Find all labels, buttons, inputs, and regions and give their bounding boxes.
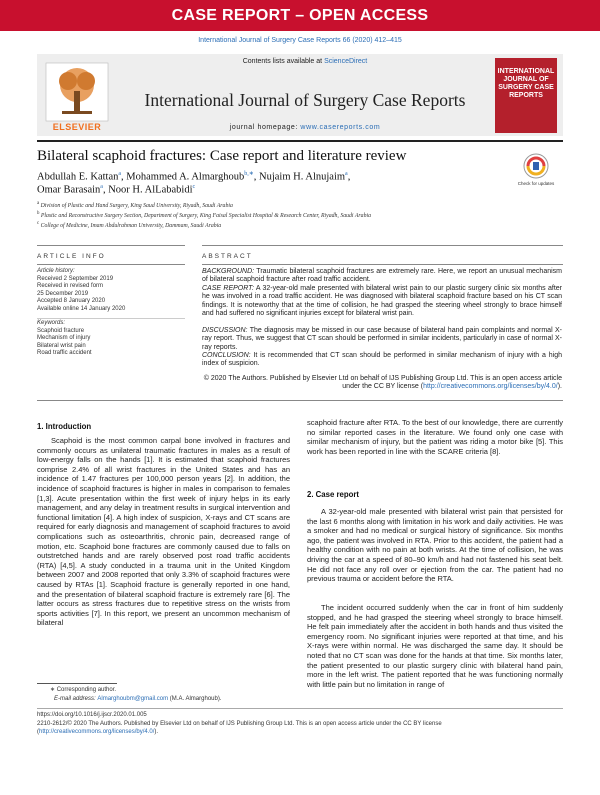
discussion-label: DISCUSSION: <box>202 327 248 334</box>
abstract-rule <box>202 245 563 246</box>
abstract-background <box>202 268 562 285</box>
doi-rule <box>37 708 563 709</box>
license-end: ). <box>154 728 159 735</box>
introduction-heading: 1. Introduction <box>37 422 92 431</box>
journal-cover-thumbnail <box>495 58 557 133</box>
homepage-line <box>120 124 490 131</box>
introduction-paragraph: Scaphoid is the most common carpal bone involved in fractures and commonly occurs as unilateral traumatic fractures in males as a result of low-energy falls on the hands [1]. It is estimated that scaphoid fractures comprise 2.4% of all wrist fractures in the United States and has an incidence of 1.47 fractures per 100,000 person years [2]. In addition, the incidence of scaphoid fractures is higher in males in comparison to females [1,3]. Acute presentation within the first week of injury helps in its early management, and any delay in treatment results in surgical intervention and functional limitation [4]. A high index of suspicion, X-rays and CT scans are required for early diagnosis and management of scaphoid fractures to avoid complications such as osteoarthritis, chronic pain, decreased range of motion, etc. Scaphoid bone fractures are commonly caused due to falls on outstretched hands and are rarely observed post road traffic accidents (RTA) [4,5]. A study conducted in a trauma unit in the United Kingdom between 2007 and 2008 reported that only 3.3% of scaphoid fractures were caused by RTAs [1]. Scaphoid fracture is generally reported in one hand, and the presentation of bilateral scaphoid fracture is extremely rare [6]. The latter occurs as stress fractures due to repetitive stress on the wrists from sports activities [7]. In this report, we present an uncommon mechanism of bilateral <box>37 436 290 628</box>
author-affil-sup: a <box>100 184 103 190</box>
case-text: A 32-year-old male presented with bilateral wrist pain to our plastic surgery clinic six months after he was involved in a road traffic accident. He was diagnosed with bilateral scaphoid fracture based on his CT scan findings. It is noteworthy that at the time of collision, he had grasped the steering wheel strongly to brace himself and had suffered no significant injuries except for bilateral wrist pain. <box>202 285 562 317</box>
conclusion-text: It is recommended that CT scan should be performed in similar mechanism of injury with a high index of suspicion. <box>202 352 562 368</box>
abstract-heading: ABSTRACT <box>202 253 253 260</box>
doi-link[interactable]: https://doi.org/10.1016/j.ijscr.2020.01.005 <box>37 712 147 718</box>
journal-title: International Journal of Surgery Case Reports <box>144 90 466 110</box>
sciencedirect-link[interactable]: ScienceDirect <box>324 58 368 65</box>
abstract-case <box>202 285 562 318</box>
license-footer-link[interactable]: http://creativecommons.org/licenses/by/4.0/ <box>39 728 155 735</box>
abstract-conclusion <box>202 352 562 369</box>
footnote-rule <box>37 683 117 684</box>
author-name[interactable]: Mohammed A. Almarghoub <box>126 171 245 183</box>
author-affil-sup: c <box>192 184 196 190</box>
keyword: Bilateral wrist pain <box>37 342 86 349</box>
keyword: Mechanism of injury <box>37 335 91 342</box>
keyword: Road traffic accident <box>37 350 92 357</box>
email-link[interactable]: Almarghoubm@gmail.com <box>97 696 169 702</box>
affiliation-c <box>37 221 221 229</box>
history-item: Accepted 8 January 2020 <box>37 298 106 305</box>
email-note <box>54 696 222 704</box>
background-label: BACKGROUND: <box>202 268 255 275</box>
check-updates-label: Check for updates <box>517 181 555 186</box>
license-link[interactable]: http://creativecommons.org/licenses/by/4.0/ <box>423 383 558 391</box>
check-for-updates-button[interactable] <box>517 151 555 193</box>
article-history <box>37 268 187 314</box>
authors-line-1: Abdullah E. Kattan$^a$, Mohammed A. Almarghoub$^{b,∗}$, Nujaim H. Alnujaim$^a$, <box>37 171 351 183</box>
title-rule <box>37 140 563 142</box>
license-footer <box>37 721 563 736</box>
history-item: 25 December 2019 <box>37 290 89 297</box>
email-label: E-mail address: <box>54 696 98 702</box>
author-name[interactable]: Abdullah E. Kattan <box>37 171 119 183</box>
affiliation-b <box>37 211 371 219</box>
contents-line <box>120 58 490 65</box>
affil-text: Division of Plastic and Hand Surgery, King Saud University, Riyadh, Saudi Arabia <box>40 202 233 209</box>
keywords-rule <box>37 318 185 319</box>
affil-sup: c <box>37 221 40 226</box>
author-name[interactable]: Omar Barasain <box>37 184 101 196</box>
authors-line-2: Omar Barasain$^a$, Noor H. AlLababidi$^c$ <box>37 184 196 196</box>
info-rule <box>37 245 185 246</box>
elsevier-tree-logo <box>40 57 114 131</box>
email-suffix: (M.A. Almarghoub). <box>168 696 222 702</box>
info-rule-2 <box>37 264 185 265</box>
article-title: Bilateral scaphoid fractures: Case report and literature review <box>37 148 407 164</box>
homepage-link[interactable]: www.casereports.com <box>300 124 381 131</box>
corresponding-author-note: ∗ Corresponding author. <box>50 687 117 693</box>
conclusion-label: CONCLUSION: <box>202 352 251 359</box>
discussion-text: The diagnosis may be missed in our case because of bilateral hand pain complaints and normal X-ray report. Thus, we suggest that CT scan should be performed in similar incidents, particularly in case of normal X-ray reports. <box>202 327 562 351</box>
background-text: Traumatic bilateral scaphoid fractures are extremely rare. Here, we report an unusual mechanism of bilateral scaphoid fracture after road traffic accident. <box>202 268 562 284</box>
copyright-end: ). <box>557 383 562 391</box>
history-item: Available online 14 January 2020 <box>37 305 126 312</box>
publisher-name: ELSEVIER <box>52 122 102 132</box>
keyword: Scaphoid fracture <box>37 327 85 334</box>
affil-sup: b <box>37 211 40 216</box>
affil-text: College of Medicine, Imam Abdulrahman University, Dammam, Saudi Arabia <box>40 222 222 229</box>
affiliation-a <box>37 201 233 209</box>
abstract-copyright <box>202 375 562 392</box>
keywords <box>37 320 187 358</box>
contents-prefix: Contents lists available at <box>242 58 325 65</box>
history-item: Received in revised form <box>37 283 104 290</box>
copyright-text: © 2020 The Authors. Published by Elsevier Ltd on behalf of IJS Publishing Group Ltd. This is an open access article under the CC BY license ( <box>203 375 562 391</box>
author-affil-sup: a <box>345 171 348 177</box>
affil-sup: a <box>37 201 40 206</box>
right-column-paragraph: scaphoid fracture after RTA. To the best of our knowledge, there are currently no similar reported cases in the literature. We found only one case with similar mechanism of injury, but the patient was riding a motor bike [5]. This work has been reported in line with the SCARE criteria [8]. <box>307 418 563 456</box>
history-label: Article history: <box>37 268 75 274</box>
case-report-heading: 2. Case report <box>307 490 360 499</box>
abstract-rule-2 <box>202 264 563 265</box>
homepage-prefix: journal homepage: <box>229 124 301 131</box>
journal-citation-link[interactable]: International Journal of Surgery Case Reports 66 (2020) 412–415 <box>198 37 402 44</box>
case-report-paragraph-2: The incident occurred suddenly when the car in front of him suddenly stopped, and he had grasped the steering wheel strongly to brace himself. He felt pain immediately after the accident in both hands and thus visited the emergency room. No significant injuries were reported at that time, and his X-rays were within normal. He was discharged the same day. It should be noted that no CT scan was done for the hands at that time. Six months later, the patient presented to our plastic surgery clinic with bilateral hand pain, more in the left wrist. The patient reported that he was functioning normally with little pain but no limitation in range of <box>307 603 563 689</box>
author-affil-sup: a <box>118 171 122 177</box>
abstract-bottom-rule <box>37 400 563 401</box>
license-text: 2210-2612/© 2020 The Authors. Published by Elsevier Ltd on behalf of IJS Publishing Group Ltd. This is an open access article under the CC BY license ( <box>37 721 442 735</box>
check-updates-icon <box>517 151 555 181</box>
cover-text: INTERNATIONAL JOURNAL OF SURGERY CASE REPORTS <box>497 68 555 99</box>
keywords-label: Keywords: <box>37 320 66 326</box>
article-info-heading: ARTICLE INFO <box>37 253 106 260</box>
open-access-banner: CASE REPORT – OPEN ACCESS <box>0 0 600 31</box>
author-affil-sup: b,∗ <box>244 171 254 177</box>
case-report-paragraph-1: A 32-year-old male presented with bilateral wrist pain that persisted for the last 6 months along with limitation in his work and daily activities. He was a smoker and had no medical or surgical history of significance. Six months ago, the patient was involved in RTA. Prior to this accident, the patient had a healthy condition with no pain at both wrists. At the time of collision, he was driving the car at a speed of 80–90 km/h and had not fastened his seat belt. He did not face any roll over or ejection from the car. The patient had no previous trauma or accident before the RTA. <box>307 507 563 584</box>
affil-text: Plastic and Reconstructive Surgery Section, Department of Surgery, King Faisal Specialist Hospital & Research Center, Riyadh, Saudi Arabia <box>40 212 371 219</box>
author-name[interactable]: Noor H. AlLababidi <box>108 184 193 196</box>
author-name[interactable]: Nujaim H. Alnujaim <box>259 171 346 183</box>
abstract-discussion <box>202 327 562 352</box>
history-item: Received 2 September 2019 <box>37 275 114 282</box>
case-label: CASE REPORT: <box>202 285 254 292</box>
